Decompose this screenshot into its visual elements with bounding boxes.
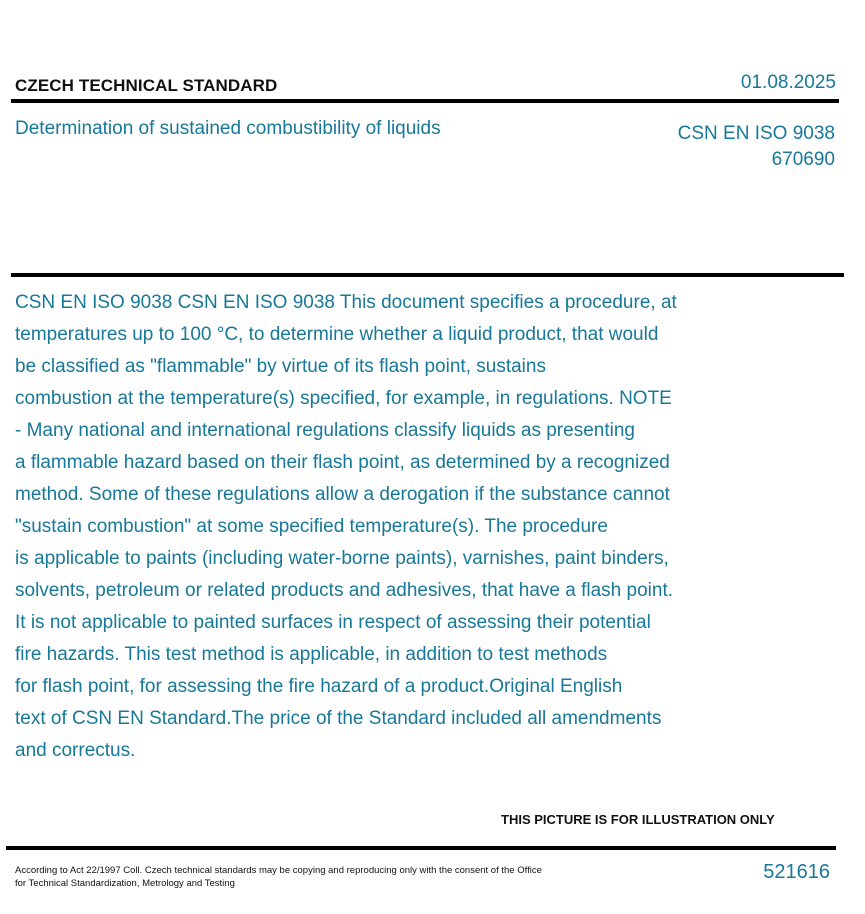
- abstract-line: is applicable to paints (including water-borne paints), varnishes, paint binders,: [15, 548, 669, 569]
- footer-doc-id: 521616: [763, 861, 830, 883]
- section-rule: [11, 273, 844, 277]
- abstract-line: fire hazards. This test method is applicable, in addition to test methods: [15, 644, 608, 665]
- document-code-block: [678, 118, 835, 176]
- footer-legal-line: for Technical Standardization, Metrology and Testing: [15, 878, 235, 889]
- abstract-line: solvents, petroleum or related products and adhesives, that have a flash point.: [15, 580, 674, 601]
- abstract-line: method. Some of these regulations allow a derogation if the substance cannot: [15, 484, 670, 505]
- abstract-text: [15, 287, 805, 767]
- footer-legal-line: According to Act 22/1997 Coll. Czech technical standards may be copying and reproducing only with the consent of the Office: [15, 865, 542, 876]
- abstract-line: - Many national and international regulations classify liquids as presenting: [15, 420, 635, 441]
- abstract-line: text of CSN EN Standard.The price of the Standard included all amendments: [15, 708, 662, 729]
- header-label: CZECH TECHNICAL STANDARD: [15, 76, 278, 95]
- abstract-line: temperatures up to 100 °C, to determine whether a liquid product, that would: [15, 324, 659, 345]
- header-rule: [11, 99, 839, 103]
- document-code: CSN EN ISO 9038: [677, 123, 835, 144]
- document-title: Determination of sustained combustibility of liquids: [15, 118, 441, 139]
- illustration-note: THIS PICTURE IS FOR ILLUSTRATION ONLY: [501, 812, 775, 827]
- abstract-line: for flash point, for assessing the fire hazard of a product.Original English: [15, 676, 623, 697]
- abstract-line: and correctus.: [15, 740, 136, 761]
- document-class-number: 670690: [771, 149, 835, 170]
- abstract-line: CSN EN ISO 9038 CSN EN ISO 9038 This document specifies a procedure, at: [15, 292, 677, 313]
- abstract-line: be classified as "flammable" by virtue of its flash point, sustains: [15, 356, 546, 377]
- abstract-line: combustion at the temperature(s) specified, for example, in regulations. NOTE: [15, 388, 672, 409]
- footer-rule: [6, 846, 836, 850]
- header-date: 01.08.2025: [740, 72, 836, 93]
- abstract-line: a flammable hazard based on their flash point, as determined by a recognized: [15, 452, 670, 473]
- abstract-line: "sustain combustion" at some specified temperature(s). The procedure: [15, 516, 608, 537]
- footer-legal-notice: [15, 864, 615, 890]
- abstract-line: It is not applicable to painted surfaces in respect of assessing their potential: [15, 612, 651, 633]
